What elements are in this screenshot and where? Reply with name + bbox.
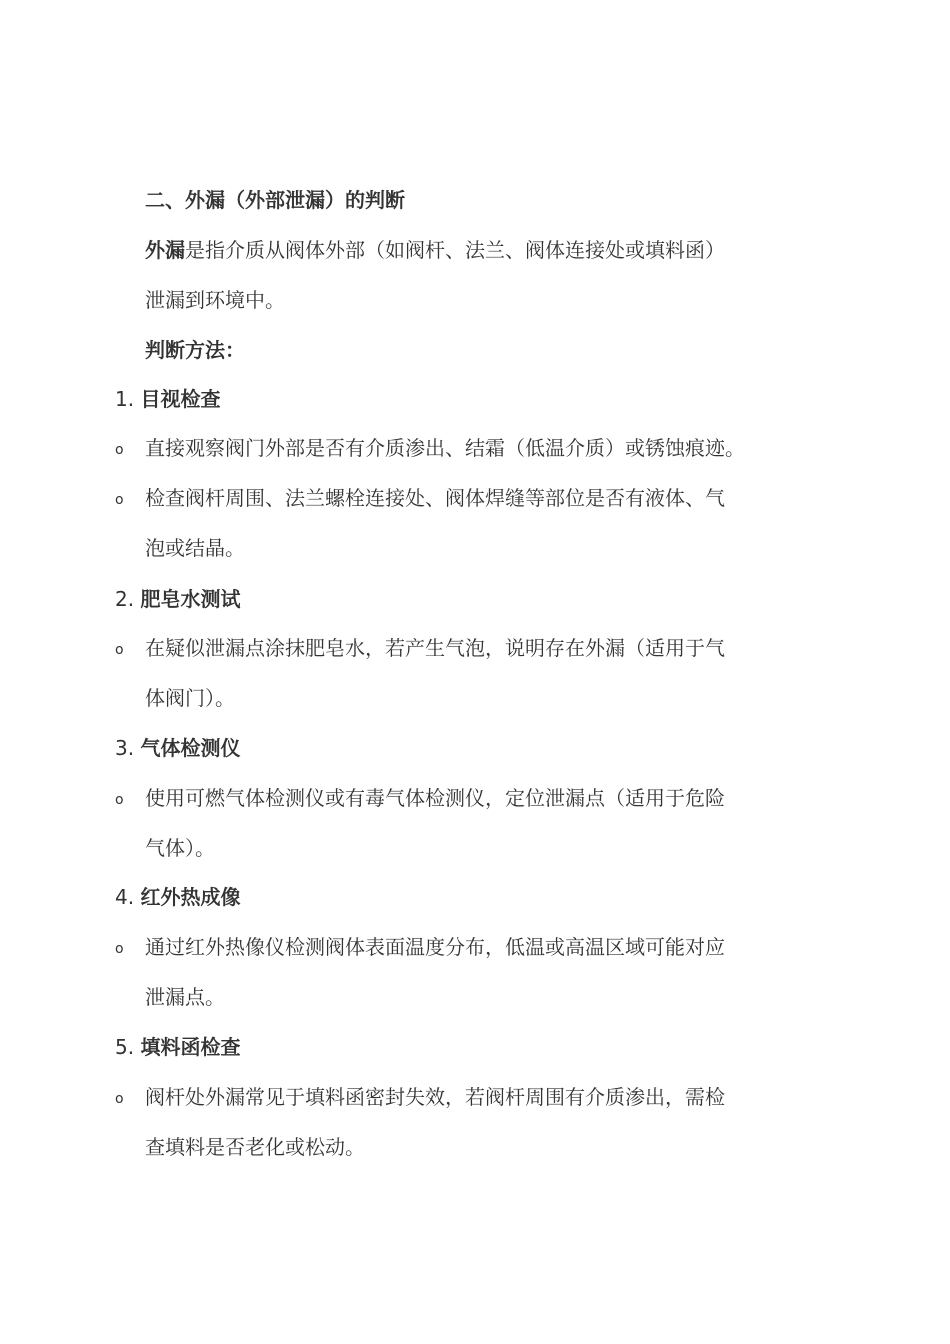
method-title: 目视检查: [140, 387, 221, 411]
section-title: 二、外漏（外部泄漏）的判断: [145, 188, 405, 212]
bullet-text: 在疑似泄漏点涂抹肥皂水，若产生气泡，说明存在外漏（适用于气: [145, 636, 725, 660]
bullet-marker: o: [115, 492, 124, 508]
method-number: 3.: [115, 736, 135, 760]
bullet-marker: o: [115, 792, 124, 808]
intro-line-1-rest: 是指介质从阀体外部（如阀杆、法兰、阀体连接处或填料函）: [185, 238, 725, 262]
bullet-text-continuation: 气体）。: [145, 836, 215, 860]
methods-label: 判断方法：: [145, 338, 245, 362]
method-heading-2: [115, 585, 240, 613]
bullet-text-continuation: 泄漏点。: [145, 985, 225, 1009]
method-heading-5: [115, 1033, 240, 1061]
bullet-marker: o: [115, 1091, 124, 1107]
intro-line-2: 泄漏到环境中。: [145, 288, 285, 312]
bullet-text: 检查阀杆周围、法兰螺栓连接处、阀体焊缝等部位是否有液体、气: [145, 486, 725, 510]
bullet-marker: o: [115, 442, 124, 458]
method-number: 5.: [115, 1035, 135, 1059]
method-number: 2.: [115, 587, 135, 611]
bullet-marker: o: [115, 642, 124, 658]
method-number: 1.: [115, 387, 135, 411]
bullet-text-continuation: 体阀门）。: [145, 686, 235, 710]
method-heading-3: [115, 734, 240, 762]
bullet-text: 直接观察阀门外部是否有介质渗出、结霜（低温介质）或锈蚀痕迹。: [145, 436, 745, 460]
bullet-text: 阀杆处外漏常见于填料函密封失效，若阀杆周围有介质渗出，需检: [145, 1085, 725, 1109]
method-title: 红外热成像: [140, 885, 241, 909]
method-heading-1: [115, 385, 220, 413]
bullet-text: 使用可燃气体检测仪或有毒气体检测仪，定位泄漏点（适用于危险: [145, 786, 725, 810]
method-number: 4.: [115, 885, 135, 909]
method-title: 肥皂水测试: [140, 587, 241, 611]
intro-line-1: [145, 236, 725, 264]
bullet-text-continuation: 泡或结晶。: [145, 536, 245, 560]
method-heading-4: [115, 883, 240, 911]
bullet-text-continuation: 查填料是否老化或松动。: [145, 1135, 365, 1159]
bullet-marker: o: [115, 941, 124, 957]
method-title: 填料函检查: [140, 1035, 241, 1059]
bullet-text: 通过红外热像仪检测阀体表面温度分布，低温或高温区域可能对应: [145, 935, 725, 959]
intro-term: 外漏: [145, 238, 185, 262]
method-title: 气体检测仪: [140, 736, 241, 760]
